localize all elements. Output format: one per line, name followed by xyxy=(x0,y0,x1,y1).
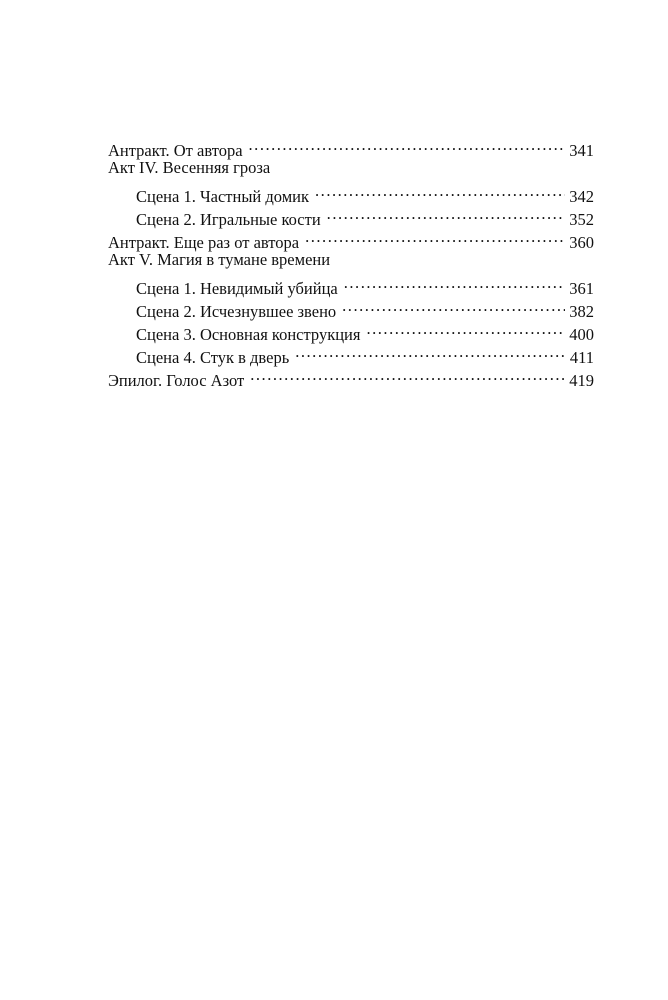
toc-entry-title: Сцена 3. Основная конструкция xyxy=(136,325,361,344)
toc-entry xyxy=(108,317,594,344)
toc-entry xyxy=(108,225,594,252)
toc-entry xyxy=(108,202,594,229)
toc-entry-title: Антракт. Еще раз от автора xyxy=(108,233,300,252)
toc-dot-leader xyxy=(342,294,565,317)
toc-entry-title: Акт IV. Весенняя гроза xyxy=(108,158,271,177)
toc-entry-title: Сцена 2. Исчезнувшее звено xyxy=(136,302,337,321)
toc-dot-leader xyxy=(344,271,566,294)
toc-entry xyxy=(108,294,594,321)
table-of-contents xyxy=(108,133,594,390)
toc-entry-page: 382 xyxy=(569,302,594,321)
toc-entry-title: Сцена 2. Игральные кости xyxy=(136,210,321,229)
toc-entry-title: Сцена 4. Стук в дверь xyxy=(136,348,290,367)
toc-dot-leader xyxy=(315,179,565,202)
toc-entry xyxy=(108,363,594,390)
toc-entry-page: 400 xyxy=(569,325,594,344)
toc-entry-title: Акт V. Магия в тумане времени xyxy=(108,250,331,269)
toc-entry-page: 352 xyxy=(569,210,594,229)
toc-entry-page: 360 xyxy=(569,233,594,252)
toc-dot-leader xyxy=(250,363,565,386)
toc-entry-title: Эпилог. Голос Азот xyxy=(108,371,245,390)
toc-entry-page: 419 xyxy=(569,371,594,390)
toc-dot-leader xyxy=(366,317,565,340)
toc-entry xyxy=(108,133,594,160)
toc-dot-leader xyxy=(327,202,566,225)
toc-entry xyxy=(108,179,594,206)
toc-entry-title: Сцена 1. Невидимый убийца xyxy=(136,279,338,298)
toc-section-heading xyxy=(108,248,594,271)
toc-section-heading xyxy=(108,156,594,179)
toc-entry xyxy=(108,340,594,367)
toc-dot-leader xyxy=(249,133,566,156)
toc-entry xyxy=(108,271,594,298)
toc-dot-leader xyxy=(305,225,565,248)
toc-entry-page: 411 xyxy=(569,348,594,367)
toc-entry-page: 342 xyxy=(569,187,594,206)
toc-entry-page: 341 xyxy=(569,141,594,160)
toc-entry-page: 361 xyxy=(569,279,594,298)
toc-entry-title: Антракт. От автора xyxy=(108,141,243,160)
toc-dot-leader xyxy=(295,340,566,363)
toc-entry-title: Сцена 1. Частный домик xyxy=(136,187,310,206)
